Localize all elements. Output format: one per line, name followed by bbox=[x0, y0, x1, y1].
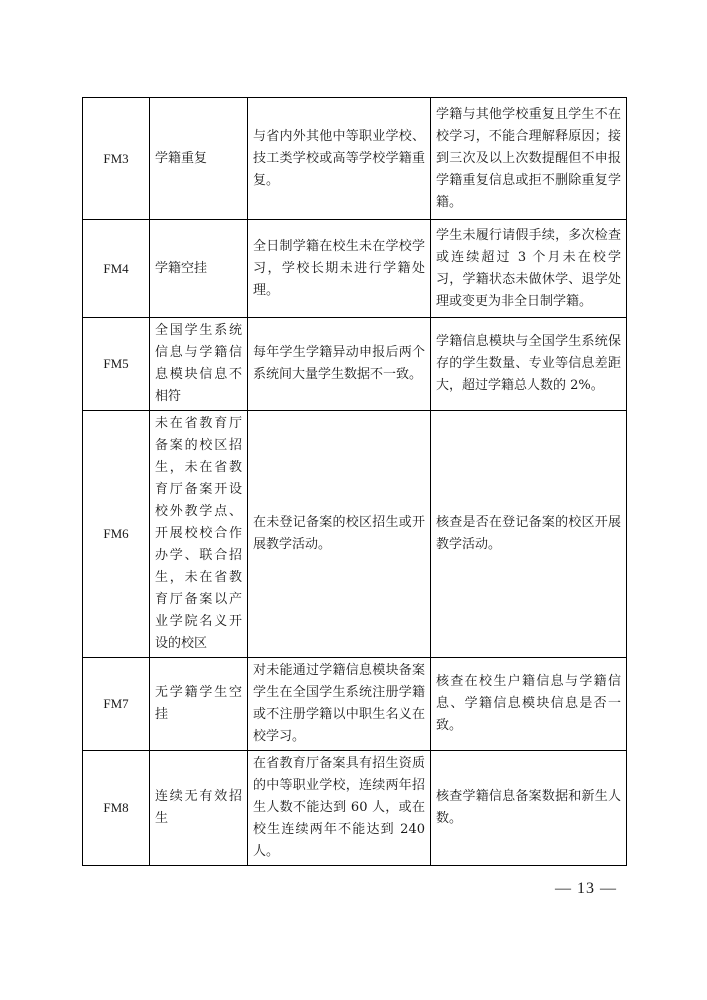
table-row bbox=[83, 318, 627, 411]
row-rule: 学籍信息模块与全国学生系统保存的学生数量、专业等信息差距大，超过学籍总人数的 2%。 bbox=[431, 318, 627, 411]
table-row bbox=[83, 98, 627, 220]
row-category: 全国学生系统信息与学籍信息模块信息不相符 bbox=[150, 318, 248, 411]
row-description: 在省教育厅备案具有招生资质的中等职业学校，连续两年招生人数不能达到 60 人，或在校生连续两年不能达到 240 人。 bbox=[248, 751, 431, 866]
table-row bbox=[83, 411, 627, 658]
regulation-table bbox=[82, 97, 627, 866]
row-code: FM4 bbox=[83, 220, 150, 318]
row-description: 在未登记备案的校区招生或开展教学活动。 bbox=[248, 411, 431, 658]
row-rule: 核查是否在登记备案的校区开展教学活动。 bbox=[431, 411, 627, 658]
row-description: 与省内外其他中等职业学校、技工类学校或高等学校学籍重复。 bbox=[248, 98, 431, 220]
row-description: 每年学生学籍异动申报后两个系统间大量学生数据不一致。 bbox=[248, 318, 431, 411]
row-description: 对未能通过学籍信息模块备案学生在全国学生系统注册学籍或不注册学籍以中职生名义在校学习。 bbox=[248, 658, 431, 751]
row-category: 学籍重复 bbox=[150, 98, 248, 220]
row-code: FM5 bbox=[83, 318, 150, 411]
table-row bbox=[83, 658, 627, 751]
table-row bbox=[83, 751, 627, 866]
row-rule: 学生未履行请假手续，多次检查或连续超过 3 个月未在校学习，学籍状态未做休学、退学处理或变更为非全日制学籍。 bbox=[431, 220, 627, 318]
row-description: 全日制学籍在校生未在学校学习，学校长期未进行学籍处理。 bbox=[248, 220, 431, 318]
row-code: FM6 bbox=[83, 411, 150, 658]
row-code: FM8 bbox=[83, 751, 150, 866]
row-code: FM7 bbox=[83, 658, 150, 751]
page-number: — 13 — bbox=[555, 880, 617, 897]
row-category: 未在省教育厅备案的校区招生，未在省教育厅备案开设校外教学点、开展校校合作办学、联合招生，未在省教育厅备案以产业学院名义开设的校区 bbox=[150, 411, 248, 658]
row-rule: 核查学籍信息备案数据和新生人数。 bbox=[431, 751, 627, 866]
row-code: FM3 bbox=[83, 98, 150, 220]
row-category: 学籍空挂 bbox=[150, 220, 248, 318]
row-category: 连续无有效招生 bbox=[150, 751, 248, 866]
table-row bbox=[83, 220, 627, 318]
row-category: 无学籍学生空挂 bbox=[150, 658, 248, 751]
row-rule: 学籍与其他学校重复且学生不在校学习，不能合理解释原因；接到三次及以上次数提醒但不申报学籍重复信息或拒不删除重复学籍。 bbox=[431, 98, 627, 220]
row-rule: 核查在校生户籍信息与学籍信息、学籍信息模块信息是否一致。 bbox=[431, 658, 627, 751]
